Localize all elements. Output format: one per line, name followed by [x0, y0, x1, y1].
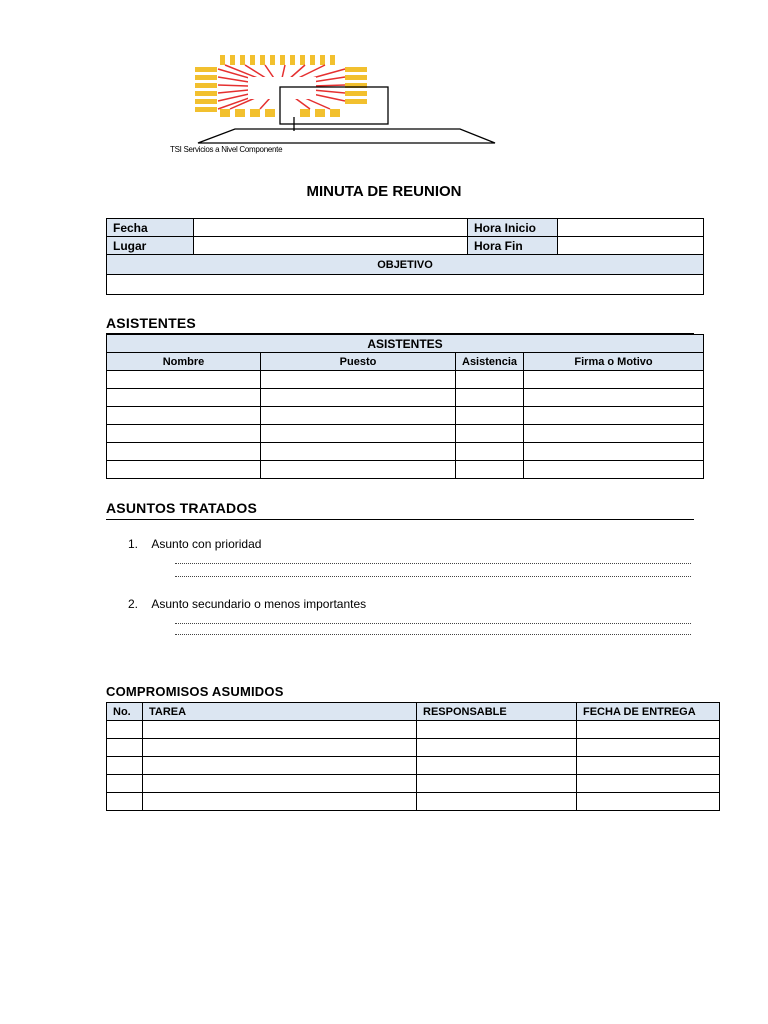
asistentes-table-title: ASISTENTES [107, 335, 704, 353]
table-cell[interactable] [577, 775, 720, 793]
column-header-responsable: RESPONSABLE [417, 703, 577, 721]
asunto-number: 2. [128, 597, 139, 611]
table-row [107, 443, 704, 461]
meeting-info-table [106, 218, 704, 295]
section-rule [106, 519, 694, 520]
table-cell[interactable] [456, 407, 524, 425]
table-cell[interactable] [456, 443, 524, 461]
hora-inicio-field[interactable] [558, 219, 704, 237]
table-cell[interactable] [261, 389, 456, 407]
table-row [107, 371, 704, 389]
column-header-asistencia: Asistencia [456, 353, 524, 371]
table-cell[interactable] [107, 461, 261, 479]
asistentes-table [106, 334, 704, 479]
table-cell[interactable] [524, 371, 704, 389]
hora-fin-field[interactable] [558, 237, 704, 255]
table-cell[interactable] [577, 739, 720, 757]
column-header-firma: Firma o Motivo [524, 353, 704, 371]
table-row [107, 757, 720, 775]
table-cell[interactable] [261, 443, 456, 461]
table-cell[interactable] [261, 407, 456, 425]
hora-fin-label: Hora Fin [468, 237, 558, 255]
lugar-field[interactable] [194, 237, 468, 255]
objetivo-header: OBJETIVO [107, 255, 704, 275]
table-row [107, 461, 704, 479]
table-cell[interactable] [524, 389, 704, 407]
dotted-line [175, 576, 691, 577]
asunto-number: 1. [128, 537, 139, 551]
table-cell[interactable] [261, 371, 456, 389]
table-cell[interactable] [417, 739, 577, 757]
table-cell[interactable] [456, 389, 524, 407]
table-cell[interactable] [107, 721, 143, 739]
asistentes-section-title: ASISTENTES [106, 315, 196, 331]
table-cell[interactable] [577, 793, 720, 811]
asunto-item-1 [128, 537, 261, 551]
dotted-line [175, 563, 691, 564]
asunto-item-2 [128, 597, 366, 611]
table-cell[interactable] [107, 407, 261, 425]
table-cell[interactable] [107, 739, 143, 757]
dotted-line [175, 634, 691, 635]
table-row [107, 721, 720, 739]
table-cell[interactable] [456, 425, 524, 443]
table-cell[interactable] [577, 757, 720, 775]
table-cell[interactable] [417, 757, 577, 775]
objetivo-field[interactable] [107, 275, 704, 295]
column-header-nombre: Nombre [107, 353, 261, 371]
table-cell[interactable] [107, 371, 261, 389]
company-logo [190, 55, 500, 155]
table-row [107, 775, 720, 793]
table-cell[interactable] [143, 775, 417, 793]
fecha-field[interactable] [194, 219, 468, 237]
table-row [107, 739, 720, 757]
table-cell[interactable] [524, 443, 704, 461]
table-cell[interactable] [261, 425, 456, 443]
table-cell[interactable] [577, 721, 720, 739]
compromisos-table [106, 702, 720, 811]
table-cell[interactable] [107, 757, 143, 775]
table-cell[interactable] [107, 425, 261, 443]
column-header-puesto: Puesto [261, 353, 456, 371]
asuntos-section-title: ASUNTOS TRATADOS [106, 500, 257, 516]
table-cell[interactable] [524, 425, 704, 443]
table-cell[interactable] [143, 757, 417, 775]
column-header-tarea: TAREA [143, 703, 417, 721]
table-cell[interactable] [456, 371, 524, 389]
dotted-line [175, 623, 691, 624]
table-cell[interactable] [107, 443, 261, 461]
table-cell[interactable] [261, 461, 456, 479]
lugar-label: Lugar [107, 237, 194, 255]
table-cell[interactable] [107, 775, 143, 793]
table-row [107, 389, 704, 407]
table-cell[interactable] [456, 461, 524, 479]
hora-inicio-label: Hora Inicio [468, 219, 558, 237]
table-cell[interactable] [417, 775, 577, 793]
table-row [107, 407, 704, 425]
table-cell[interactable] [524, 461, 704, 479]
company-name: TSI Servicios a Nivel Componente [170, 145, 283, 154]
column-header-no: No. [107, 703, 143, 721]
column-header-fecha-entrega: FECHA DE ENTREGA [577, 703, 720, 721]
table-row [107, 425, 704, 443]
table-cell[interactable] [417, 721, 577, 739]
asunto-text: Asunto con prioridad [151, 537, 262, 551]
table-cell[interactable] [107, 389, 261, 407]
table-cell[interactable] [143, 793, 417, 811]
table-cell[interactable] [143, 721, 417, 739]
table-cell[interactable] [107, 793, 143, 811]
document-title: MINUTA DE REUNION [306, 183, 462, 200]
fecha-label: Fecha [107, 219, 194, 237]
compromisos-section-title: COMPROMISOS ASUMIDOS [106, 684, 284, 699]
table-row [107, 793, 720, 811]
table-cell[interactable] [417, 793, 577, 811]
table-cell[interactable] [143, 739, 417, 757]
asunto-text: Asunto secundario o menos importantes [151, 597, 367, 611]
table-cell[interactable] [524, 407, 704, 425]
